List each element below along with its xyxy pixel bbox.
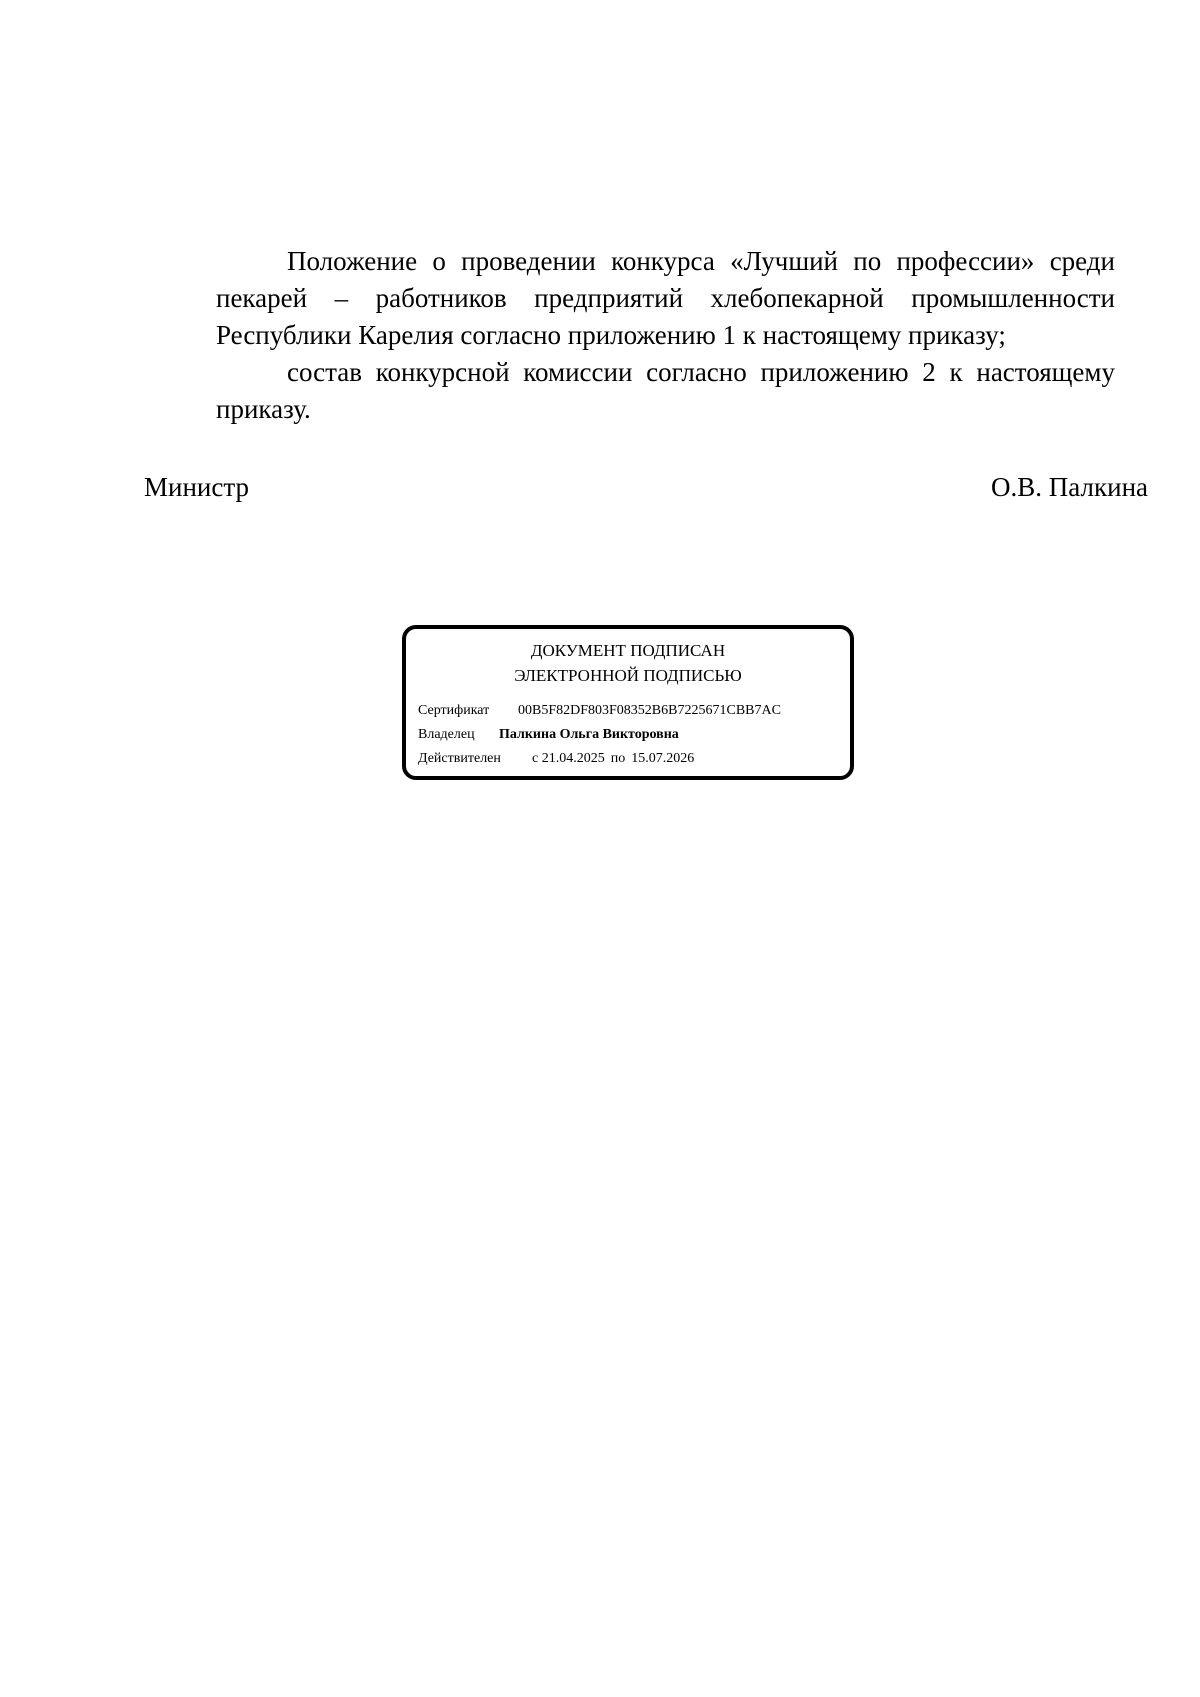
electronic-signature-stamp: [402, 625, 854, 780]
order-body: [216, 243, 1115, 428]
valid-from-date: 21.04.2025: [541, 751, 605, 766]
validity-label: Действителен: [418, 751, 501, 766]
signature-block: [144, 469, 1148, 509]
stamp-title-line-1: ДОКУМЕНТ ПОДПИСАН: [530, 641, 726, 660]
signer-name: О.В. Палкина: [991, 472, 1148, 502]
valid-from-label: с: [532, 751, 539, 766]
signer-position: Министр: [144, 472, 249, 502]
stamp-owner-row: [418, 725, 679, 745]
certificate-value: 00B5F82DF803F08352B6B7225671CBB7AC: [518, 703, 781, 718]
paragraph-regulation: Положение о проведении конкурса «Лучший по профессии» среди пекарей – работников предприятий хлебопекарной промышленности Республики Карелия согласно приложению 1 к настоящему приказу;: [216, 246, 1115, 350]
certificate-label: Сертификат: [418, 703, 490, 718]
stamp-title: [406, 638, 850, 688]
stamp-validity-row: [418, 749, 695, 769]
valid-to-label: по: [610, 751, 626, 766]
stamp-title-line-2: ЭЛЕКТРОННОЙ ПОДПИСЬЮ: [514, 666, 742, 685]
stamp-certificate-row: [418, 701, 781, 721]
paragraph-commission: состав конкурсной комиссии согласно приложению 2 к настоящему приказу.: [216, 357, 1115, 424]
owner-label: Владелец: [418, 727, 475, 742]
validity-value: [532, 749, 694, 769]
valid-to-date: 15.07.2026: [631, 751, 695, 766]
owner-value: Палкина Ольга Викторовна: [499, 727, 679, 742]
